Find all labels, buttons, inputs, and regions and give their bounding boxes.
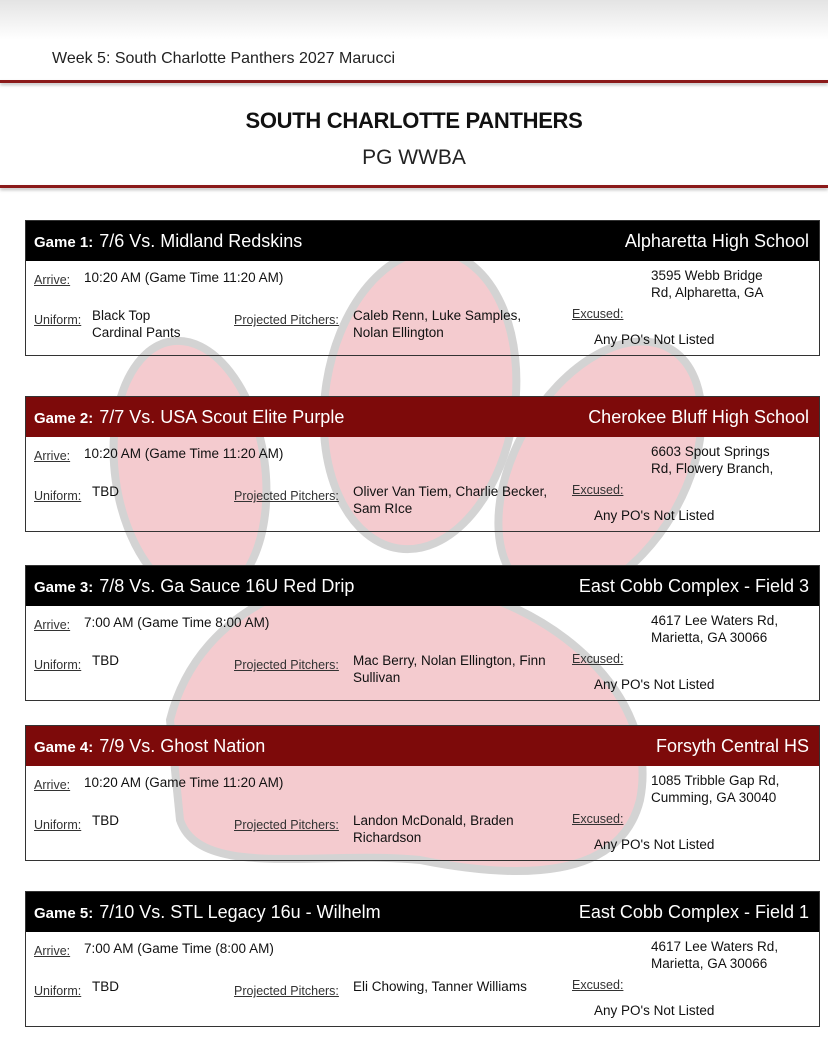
game-details <box>26 766 819 860</box>
game-label: Game 1: <box>34 233 94 251</box>
game-matchup: 7/8 Vs. Ga Sauce 16U Red Drip <box>99 575 355 596</box>
pitchers-line-1: Landon McDonald, Braden <box>353 813 514 828</box>
arrive-label: Arrive: <box>34 778 71 792</box>
game-venue: Forsyth Central HS <box>655 735 809 756</box>
excused-label: Excused: <box>572 307 624 321</box>
pitchers-line-1: Eli Chowing, Tanner Williams <box>353 979 527 994</box>
week-line: Week 5: South Charlotte Panthers 2027 Marucci <box>52 50 395 67</box>
arrive-time: 10:20 AM (Game Time 11:20 AM) <box>84 446 284 461</box>
uniform-label: Uniform: <box>34 313 82 327</box>
excused-label: Excused: <box>572 812 624 826</box>
game-label: Game 3: <box>34 578 94 596</box>
address-line-2: Marietta, GA 30066 <box>651 630 768 645</box>
address-line-1: 6603 Spout Springs <box>651 444 770 459</box>
excused-value: Any PO's Not Listed <box>594 332 715 347</box>
uniform-label: Uniform: <box>34 658 82 672</box>
uniform-label: Uniform: <box>34 818 82 832</box>
pitchers-label: Projected Pitchers: <box>234 818 339 832</box>
uniform-line-1: TBD <box>92 653 119 668</box>
game-card <box>25 725 820 861</box>
game-matchup: 7/10 Vs. STL Legacy 16u - Wilhelm <box>99 901 381 922</box>
game-card <box>25 220 820 356</box>
excused-label: Excused: <box>572 483 624 497</box>
page-subtitle: PG WWBA <box>362 146 466 169</box>
game-details <box>26 437 819 531</box>
arrive-time: 7:00 AM (Game Time (8:00 AM) <box>84 941 274 956</box>
game-card <box>25 396 820 532</box>
arrive-time: 10:20 AM (Game Time 11:20 AM) <box>84 270 284 285</box>
game-card <box>25 565 820 701</box>
pitchers-line-2: Richardson <box>353 830 422 845</box>
game-title <box>34 902 381 923</box>
pitchers-line-1: Mac Berry, Nolan Ellington, Finn <box>353 653 546 668</box>
excused-value: Any PO's Not Listed <box>594 677 715 692</box>
game-label: Game 2: <box>34 409 94 427</box>
game-details <box>26 932 819 1026</box>
game-label: Game 5: <box>34 904 94 922</box>
arrive-label: Arrive: <box>34 618 71 632</box>
game-title <box>34 231 302 252</box>
game-matchup: 7/7 Vs. USA Scout Elite Purple <box>99 406 345 427</box>
address-line-1: 1085 Tribble Gap Rd, <box>651 773 780 788</box>
address-line-1: 3595 Webb Bridge <box>651 268 763 283</box>
pitchers-line-1: Caleb Renn, Luke Samples, <box>353 308 522 323</box>
arrive-time: 7:00 AM (Game Time 8:00 AM) <box>84 615 270 630</box>
uniform-label: Uniform: <box>34 489 82 503</box>
game-header <box>26 397 819 437</box>
address-line-1: 4617 Lee Waters Rd, <box>651 613 779 628</box>
address-line-2: Cumming, GA 30040 <box>651 790 777 805</box>
excused-value: Any PO's Not Listed <box>594 837 715 852</box>
pitchers-line-2: Sam RIce <box>353 501 413 516</box>
page-title: SOUTH CHARLOTTE PANTHERS <box>245 108 583 133</box>
uniform-line-1: Black Top <box>92 308 151 323</box>
uniform-line-1: TBD <box>92 484 119 499</box>
arrive-label: Arrive: <box>34 273 71 287</box>
game-label: Game 4: <box>34 738 94 756</box>
uniform-label: Uniform: <box>34 984 82 998</box>
pitchers-label: Projected Pitchers: <box>234 658 339 672</box>
game-details <box>26 261 819 355</box>
game-header <box>26 221 819 261</box>
pitchers-label: Projected Pitchers: <box>234 313 339 327</box>
game-venue: Cherokee Bluff High School <box>588 406 809 427</box>
address-line-1: 4617 Lee Waters Rd, <box>651 939 779 954</box>
game-title <box>34 576 354 597</box>
excused-label: Excused: <box>572 978 624 992</box>
excused-value: Any PO's Not Listed <box>594 1003 715 1018</box>
pitchers-line-2: Nolan Ellington <box>353 325 444 340</box>
excused-label: Excused: <box>572 652 624 666</box>
game-header <box>26 892 819 932</box>
game-card <box>25 891 820 1027</box>
game-header <box>26 566 819 606</box>
pitchers-line-1: Oliver Van Tiem, Charlie Becker, <box>353 484 548 499</box>
game-header <box>26 726 819 766</box>
game-venue: East Cobb Complex - Field 3 <box>578 575 809 596</box>
excused-value: Any PO's Not Listed <box>594 508 715 523</box>
game-title <box>34 736 265 757</box>
arrive-label: Arrive: <box>34 449 71 463</box>
game-title <box>34 407 344 428</box>
game-matchup: 7/6 Vs. Midland Redskins <box>99 230 303 251</box>
arrive-time: 10:20 AM (Game Time 11:20 AM) <box>84 775 284 790</box>
address-line-2: Marietta, GA 30066 <box>651 956 768 971</box>
uniform-line-1: TBD <box>92 979 119 994</box>
address-line-2: Rd, Alpharetta, GA <box>651 285 764 300</box>
pitchers-label: Projected Pitchers: <box>234 984 339 998</box>
arrive-label: Arrive: <box>34 944 71 958</box>
address-line-2: Rd, Flowery Branch, <box>651 461 774 476</box>
game-venue: Alpharetta High School <box>624 230 809 251</box>
uniform-line-1: TBD <box>92 813 119 828</box>
game-venue: East Cobb Complex - Field 1 <box>578 901 809 922</box>
pitchers-label: Projected Pitchers: <box>234 489 339 503</box>
pitchers-line-2: Sullivan <box>353 670 401 685</box>
game-details <box>26 606 819 700</box>
uniform-line-2: Cardinal Pants <box>92 325 181 340</box>
game-matchup: 7/9 Vs. Ghost Nation <box>99 735 266 756</box>
